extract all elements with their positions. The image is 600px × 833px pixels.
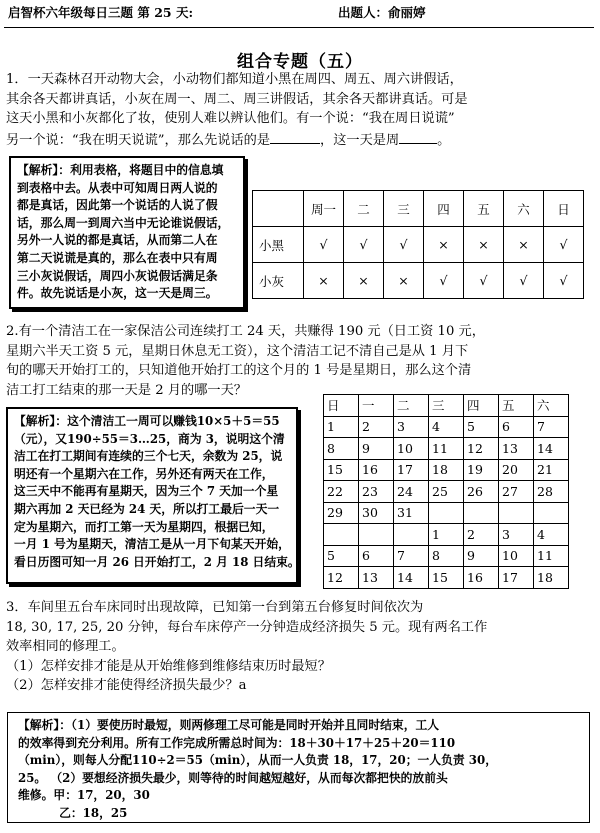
calendar-week-row [324,545,569,567]
calendar-day-cell: 9 [464,545,499,567]
calendar-day-cell: 18 [534,567,569,589]
table-cell: √ [304,227,344,263]
table-cell: × [344,263,384,299]
calendar-day-cell: 15 [429,567,464,589]
calendar-day-cell: 6 [359,545,394,567]
calendar-day-cell: 14 [534,438,569,460]
calendar-day-cell [324,524,359,546]
calendar-day-cell: 6 [499,416,534,438]
solution-line: 另外一人说的都是真话，从而第二人在 [17,233,218,248]
table-cell: √ [544,263,584,299]
truth-table [252,190,584,299]
solution-line: 的效率得到充分利用。所有工作完成所需总时间为：18＋30＋17＋25＋20＝110 [18,735,456,750]
solution-line: 到表格中去。从表中可知周日两人说的 [17,180,218,195]
calendar-day-cell: 13 [359,567,394,589]
calendar-day-cell [429,502,464,524]
calendar-week-row [324,524,569,546]
truth-table-col: 四 [424,191,464,227]
solution-2-box [6,407,298,584]
calendar-day-cell: 10 [499,545,534,567]
calendar-day-cell [394,524,429,546]
solution-line: 定为星期六，而打工第一天为星期四，根据已知， [14,519,274,534]
question-1-line: 1．一天森林召开动物大会，小动物们都知道小黑在周四、周五、周六讲假话， [6,72,463,87]
row-label: 小黑 [253,227,304,263]
solution-line: 维修。甲：17，20，30 [18,788,150,803]
page-title: 组合专题（五） [237,52,363,72]
calendar-weekday: 日 [324,395,359,417]
question-3-line: 3．车间里五台车床同时出现故障，已知第一台到第五台修复时间依次为 [6,600,424,615]
calendar-day-cell: 16 [359,459,394,481]
calendar-day-cell: 2 [464,524,499,546]
solution-line: 都是真话，因此第一个说话的人说了假 [17,198,218,213]
calendar-weekday: 六 [534,395,569,417]
solution-1-box [9,156,245,309]
calendar-day-cell: 4 [534,524,569,546]
calendar-day-cell: 1 [324,416,359,438]
solution-line: （min），则每人分配110÷2＝55（min），从而一人负责 18，17，20；一人负责 30， [18,753,498,768]
solution-line: 明还有一个星期六在工作，另外还有两天在工作， [14,466,274,481]
calendar-week-row [324,459,569,481]
calendar-day-cell: 4 [429,416,464,438]
calendar-day-cell: 2 [359,416,394,438]
calendar-day-cell: 12 [464,438,499,460]
question-1-line: 这天小黑和小灰都化了妆，使别人难以辨认他们。有一个说：“我在周日说谎” [6,111,455,126]
solution-line: 乙：18，25 [18,805,128,820]
calendar-day-cell: 11 [429,438,464,460]
question-2-line: 洁工打工结束的那一天是 2 月的哪一天？ [6,382,247,398]
calendar-day-cell [359,524,394,546]
solution-line: 【解析】：这个清洁工一周可以赚钱10×5＋5＝55 [14,414,280,428]
calendar-weekday: 二 [394,395,429,417]
calendar-day-cell: 23 [359,481,394,503]
calendar-week-row [324,567,569,589]
calendar-day-cell [499,502,534,524]
table-cell: √ [384,227,424,263]
calendar-week-row [324,481,569,503]
question-2-line: 2.有一个清洁工在一家保洁公司连续打工 24 天，共赚得 190 元（日工资 10 元， [6,324,485,339]
header-left: 启智杯六年级每日三题 第 25 天: [8,5,194,20]
question-1-text: 。 [437,132,451,148]
solution-line: 话，那么周一到周六当中无论谁说假话， [17,215,230,230]
calendar-day-cell: 22 [324,481,359,503]
calendar-week-row [324,438,569,460]
truth-table-col: 周一 [304,191,344,227]
solution-line: 看日历图可知一月 26 日开始打工，2 月 18 日结束。 [14,554,300,569]
answer-blank [399,129,437,144]
table-cell: × [424,227,464,263]
solution-line: 第二天说谎是真的，那么在表中只有周 [17,250,218,265]
calendar-weekday: 一 [359,395,394,417]
calendar-day-cell: 28 [534,481,569,503]
calendar-day-cell: 9 [359,438,394,460]
question-3-sub: （1）怎样安排才能是从开始维修到维修结束历时最短？ [6,658,331,674]
solution-line: 期六再加 2 天已经为 24 天，所以打工最后一天一 [14,501,280,516]
question-1-text: ，这一天是周 [320,132,400,148]
calendar-week-row [324,502,569,524]
calendar-day-cell: 5 [324,545,359,567]
question-3-line: 18, 30, 17, 25, 20 分钟，每台车床停产一分钟造成经济损失 5 元。现有两名工作 [6,619,488,635]
calendar-header [324,395,569,417]
calendar-day-cell: 21 [534,459,569,481]
calendar-day-cell: 13 [499,438,534,460]
calendar-week-row [324,416,569,438]
solution-line: 25。 （2）要想经济损失最少，则等待的时间越短越好，从而每次都把快的放前头 [18,770,448,785]
question-2-line: 星期六半天工资 5 元，星期日休息无工资），这个清洁工记不清自己是从 1 月下 [6,343,469,359]
calendar-weekday: 四 [464,395,499,417]
table-cell: × [504,227,544,263]
calendar-day-cell [534,502,569,524]
calendar-weekday: 三 [429,395,464,417]
table-cell: × [384,263,424,299]
question-1-line: 其余各天都讲真话，小灰在周一、周二、周三讲假话，其余各天都讲真话。可是 [6,91,468,107]
calendar-day-cell: 3 [394,416,429,438]
table-row [253,263,584,299]
calendar-day-cell: 31 [394,502,429,524]
table-cell: √ [544,227,584,263]
solution-line: 一月 1 号为星期天，清洁工是从一月下旬某天开始， [14,537,290,552]
calendar-table [323,394,569,589]
truth-table-col: 三 [384,191,424,227]
answer-blank [270,129,320,144]
row-label: 小灰 [253,263,304,299]
calendar-day-cell: 26 [464,481,499,503]
calendar-day-cell: 27 [499,481,534,503]
question-1-line [6,129,468,151]
question-1 [6,70,468,150]
header-rule [4,27,594,28]
calendar-day-cell: 17 [499,567,534,589]
calendar-day-cell: 3 [499,524,534,546]
calendar-day-cell: 8 [324,438,359,460]
solution-line: 【解析】：利用表格，将题目中的信息填 [17,163,224,177]
header-right: 出题人：俞丽婷 [338,5,426,20]
question-1-text: 另一个说：“我在明天说谎”，那么先说话的是 [6,132,271,148]
calendar-day-cell: 30 [359,502,394,524]
question-2-line: 旬的哪天开始打工的，只知道他开始打工的这个月的 1 号是星期日，那么这个清 [6,363,472,378]
calendar-day-cell: 14 [394,567,429,589]
calendar-day-cell: 8 [429,545,464,567]
table-cell: × [304,263,344,299]
solution-line: 【解析】：（1）要使历时最短，则两修理工尽可能是同时开始并且同时结束，工人 [18,718,440,732]
calendar-day-cell: 18 [429,459,464,481]
calendar-day-cell: 20 [499,459,534,481]
truth-table-header [253,191,584,227]
calendar-day-cell: 17 [394,459,429,481]
calendar-day-cell: 15 [324,459,359,481]
question-3 [6,598,487,696]
truth-table-col: 日 [544,191,584,227]
question-2 [6,322,485,400]
table-cell: × [464,227,504,263]
calendar-day-cell [464,502,499,524]
calendar-day-cell: 16 [464,567,499,589]
calendar-day-cell: 24 [394,481,429,503]
calendar-day-cell: 29 [324,502,359,524]
table-row [253,227,584,263]
calendar-weekday: 五 [499,395,534,417]
truth-table-col: 二 [344,191,384,227]
calendar-day-cell: 10 [394,438,429,460]
solution-line: 这三天中不能再有星期天，因为三个 7 天加一个星 [14,484,279,499]
table-cell: √ [504,263,544,299]
calendar-day-cell: 5 [464,416,499,438]
table-cell: √ [424,263,464,299]
calendar-day-cell: 25 [429,481,464,503]
table-cell: √ [464,263,504,299]
solution-line: 洁工在打工期间有连续的三个七天，余数为 25，说 [14,449,283,464]
question-3-line: 效率相同的修理工。 [6,639,125,654]
calendar-day-cell: 12 [324,567,359,589]
solution-line: 件。故先说话是小灰，这一天是周三。 [17,286,218,301]
table-cell: √ [344,227,384,263]
calendar-day-cell: 1 [429,524,464,546]
calendar-day-cell: 11 [534,545,569,567]
solution-line: 三小灰说假话，周四小灰说假话满足条 [17,268,218,283]
calendar-day-cell: 19 [464,459,499,481]
truth-table-col: 五 [464,191,504,227]
solution-3-box [7,712,590,823]
truth-table-corner [253,191,304,227]
calendar-day-cell: 7 [534,416,569,438]
calendar-day-cell: 7 [394,545,429,567]
question-3-sub: （2）怎样安排才能使得经济损失最少？a [6,678,247,693]
truth-table-col: 六 [504,191,544,227]
solution-line: （元），又190÷55＝3…25，商为 3，说明这个清 [14,431,285,446]
